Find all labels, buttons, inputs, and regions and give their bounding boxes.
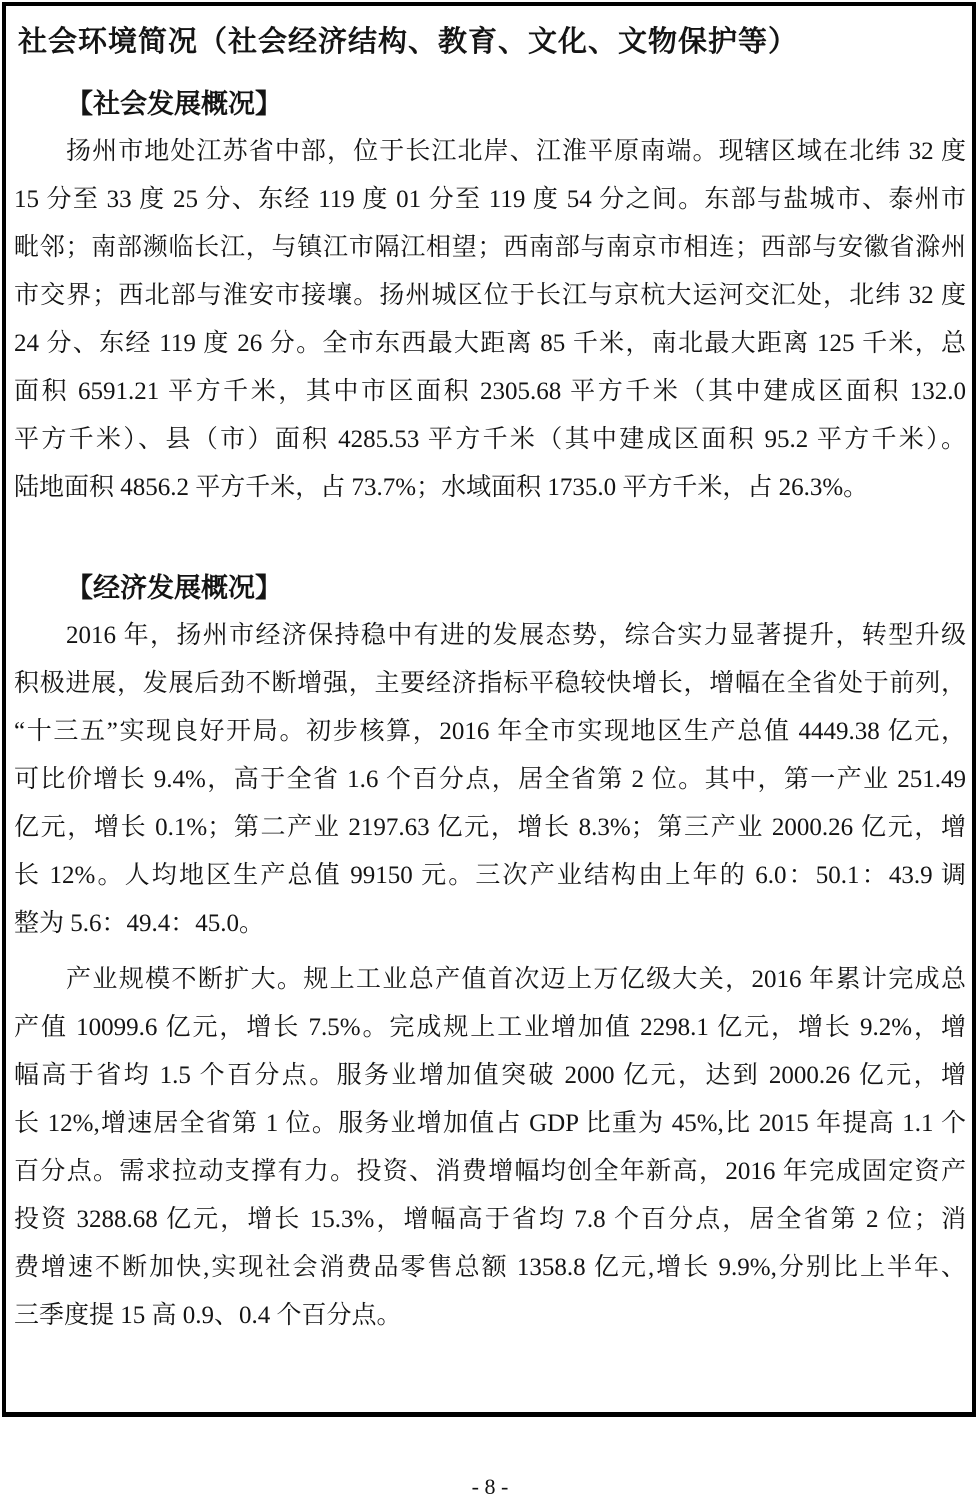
text-line: 产业规模不断扩大。规上工业总产值首次迈上万亿级大关，2016 年累计完成总 bbox=[66, 966, 966, 993]
text-line: “十三五”实现良好开局。初步核算，2016 年全市实现地区生产总值 4449.38 亿元， bbox=[14, 718, 966, 745]
section-heading: 【经济发展概况】 bbox=[66, 573, 282, 603]
text-line: 毗邻；南部濒临长江，与镇江市隔江相望；西南部与南京市相连；西部与安徽省滁州 bbox=[14, 234, 966, 261]
text-line: 产值 10099.6 亿元，增长 7.5%。完成规上工业增加值 2298.1 亿元，增长 9.2%，增 bbox=[14, 1014, 966, 1041]
text-line: 积极进展，发展后劲不断增强，主要经济指标平稳较快增长，增幅在全省处于前列， bbox=[14, 670, 966, 697]
text-line: 投资 3288.68 亿元，增长 15.3%，增幅高于省均 7.8 个百分点，居全省第 2 位；消 bbox=[14, 1206, 966, 1233]
text-line: 24 分、东经 119 度 26 分。全市东西最大距离 85 千米，南北最大距离 125 千米，总 bbox=[14, 330, 966, 357]
page-number: - 8 - bbox=[471, 1474, 509, 1499]
text-line: 幅高于省均 1.5 个百分点。服务业增加值突破 2000 亿元，达到 2000.26 亿元，增 bbox=[14, 1062, 966, 1089]
sections-container bbox=[14, 80, 966, 1340]
text-line: 长 12%。人均地区生产总值 99150 元。三次产业结构由上年的 6.0：50.1：43.9 调 bbox=[14, 862, 966, 889]
paragraph bbox=[14, 612, 966, 948]
paragraph bbox=[14, 128, 966, 512]
text-line: 15 分至 33 度 25 分、东经 119 度 01 分至 119 度 54 分之间。东部与盐城市、泰州市 bbox=[14, 186, 966, 213]
text-line: 费增速不断加快,实现社会消费品零售总额 1358.8 亿元,增长 9.9%,分别比上半年、 bbox=[14, 1254, 966, 1281]
text-line: 三季度提 15 高 0.9、0.4 个百分点。 bbox=[14, 1302, 402, 1329]
text-line: 平方千米）、县（市）面积 4285.53 平方千米（其中建成区面积 95.2 平方千米）。 bbox=[14, 426, 966, 453]
text-line: 面积 6591.21 平方千米，其中市区面积 2305.68 平方千米（其中建成区面积 132.0 bbox=[14, 378, 966, 405]
text-line: 整为 5.6：49.4：45.0。 bbox=[14, 910, 265, 937]
text-line: 市交界；西北部与淮安市接壤。扬州城区位于长江与京杭大运河交汇处，北纬 32 度 bbox=[14, 282, 966, 309]
text-line: 长 12%,增速居全省第 1 位。服务业增加值占 GDP 比重为 45%,比 2015 年提高 1.1 个 bbox=[14, 1110, 966, 1137]
text-line: 百分点。需求拉动支撑有力。投资、消费增幅均创全年新高，2016 年完成固定资产 bbox=[14, 1158, 966, 1185]
text-line: 扬州市地处江苏省中部，位于长江北岸、江淮平原南端。现辖区域在北纬 32 度 bbox=[66, 138, 966, 165]
text-line: 陆地面积 4856.2 平方千米，占 73.7%；水域面积 1735.0 平方千米，占 26.3%。 bbox=[14, 474, 869, 501]
paragraph bbox=[14, 956, 966, 1340]
text-line: 亿元，增长 0.1%；第二产业 2197.63 亿元，增长 8.3%；第三产业 2000.26 亿元，增 bbox=[14, 814, 966, 841]
text-line: 可比价增长 9.4%，高于全省 1.6 个百分点，居全省第 2 位。其中，第一产业 251.49 bbox=[14, 766, 966, 793]
section-heading: 【社会发展概况】 bbox=[66, 89, 282, 119]
page-border-frame bbox=[2, 2, 976, 1417]
page-title: 社会环境简况（社会经济结构、教育、文化、文物保护等） bbox=[18, 26, 799, 58]
text-line: 2016 年，扬州市经济保持稳中有进的发展态势，综合实力显著提升，转型升级 bbox=[66, 622, 966, 649]
